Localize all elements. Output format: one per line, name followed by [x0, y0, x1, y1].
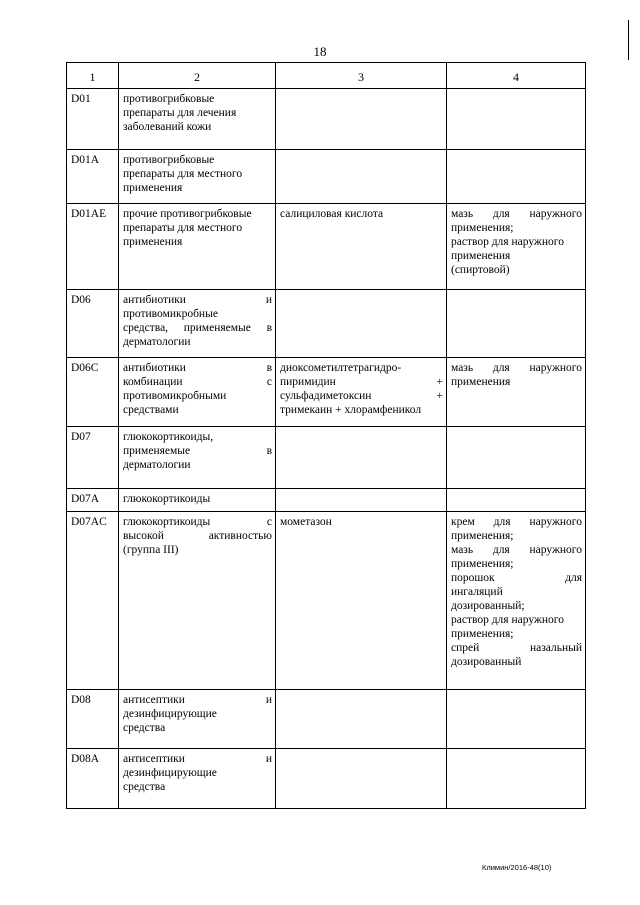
atc-code-cell: D08A [67, 749, 119, 809]
form-line: ингаляций [451, 586, 503, 598]
atc-code-cell: D08 [67, 690, 119, 749]
word: для [565, 572, 582, 584]
form-line: применения; [451, 558, 514, 570]
dosage-form-cell [447, 204, 586, 290]
desc-line: противомикробные [123, 308, 218, 320]
word: применяемые [123, 445, 191, 457]
desc-line: глюкокортикоиды [123, 493, 211, 505]
word: высокой [123, 530, 164, 542]
desc-line: (группа III) [123, 544, 179, 556]
word: для [492, 544, 510, 556]
desc-line: противогрибковые [123, 154, 215, 166]
desc-line [123, 693, 272, 707]
word: антисептики [123, 753, 185, 765]
word: порошок [451, 572, 495, 584]
atc-code-cell: D06 [67, 290, 119, 358]
form-line [451, 641, 582, 655]
word: наружного [529, 208, 582, 220]
table-row [67, 427, 586, 489]
form-line: применения [451, 250, 511, 262]
desc-line: средства [123, 781, 166, 793]
table-row [67, 204, 586, 290]
word: наружного [529, 516, 582, 528]
desc-line: средствами [123, 404, 179, 416]
word: + [436, 390, 443, 402]
atc-code-cell: D07AC [67, 512, 119, 690]
desc-line: препараты для лечения [123, 107, 237, 119]
desc-line [123, 361, 272, 375]
drug-name-cell [276, 427, 447, 489]
dosage-form-cell [447, 690, 586, 749]
desc-line [123, 752, 272, 766]
drug-line: салициловая кислота [280, 208, 384, 220]
word: в [266, 445, 272, 457]
form-line: (спиртовой) [451, 264, 510, 276]
word: для [492, 362, 510, 374]
drug-line [280, 389, 443, 403]
group-description-cell [119, 749, 276, 809]
drug-name-cell [276, 690, 447, 749]
drug-line: мометазон [280, 516, 332, 528]
desc-line [123, 293, 272, 307]
word: комбинации [123, 376, 183, 388]
form-line: дозированный [451, 656, 522, 668]
form-line: применения; [451, 628, 514, 640]
group-description-cell [119, 512, 276, 690]
table-body [67, 89, 586, 809]
word: + [436, 376, 443, 388]
word: антисептики [123, 694, 185, 706]
word: для [492, 208, 510, 220]
word: средства, [123, 322, 169, 334]
word: в [266, 322, 272, 334]
group-description-cell [119, 690, 276, 749]
dosage-form-cell [447, 489, 586, 512]
word: крем [451, 516, 475, 528]
group-description-cell [119, 204, 276, 290]
drug-name-cell [276, 150, 447, 204]
drug-name-cell [276, 489, 447, 512]
dosage-form-cell [447, 89, 586, 150]
word: назальный [529, 642, 582, 654]
form-line [451, 207, 582, 221]
desc-line: прочие противогрибковые [123, 208, 252, 220]
desc-line: препараты для местного [123, 168, 243, 180]
drug-name-cell [276, 512, 447, 690]
word: наружного [529, 544, 582, 556]
word: наружного [529, 362, 582, 374]
form-line: раствор для наружного [451, 236, 564, 248]
word: мазь [451, 544, 474, 556]
drug-name-cell [276, 358, 447, 427]
desc-line: дерматологии [123, 336, 191, 348]
word: антибиотики [123, 362, 186, 374]
group-description-cell [119, 290, 276, 358]
form-line [451, 571, 582, 585]
table-row [67, 690, 586, 749]
dosage-form-cell [447, 358, 586, 427]
group-description-cell [119, 358, 276, 427]
desc-line: дезинфицирующие [123, 708, 217, 720]
atc-code-cell: D01A [67, 150, 119, 204]
page-number: 18 [313, 44, 327, 59]
drug-line: тримекаин + хлорамфеникол [280, 404, 422, 416]
atc-code-cell: D01AE [67, 204, 119, 290]
drug-name-cell [276, 89, 447, 150]
desc-line [123, 444, 272, 458]
document-footer-code: Климин/2016-48(10) [482, 863, 552, 872]
desc-line [123, 321, 272, 335]
desc-line: дезинфицирующие [123, 767, 217, 779]
desc-line: препараты для местного [123, 222, 243, 234]
table-row [67, 749, 586, 809]
drug-name-cell [276, 204, 447, 290]
form-line [451, 543, 582, 557]
desc-line: глюкокортикоиды, [123, 431, 214, 443]
word: сульфадиметоксин [280, 390, 372, 402]
drug-line: диоксометилтетрагидро- [280, 362, 402, 374]
desc-line: применения [123, 236, 183, 248]
atc-code-cell: D07A [67, 489, 119, 512]
desc-line: дерматологии [123, 459, 191, 471]
drug-line [280, 375, 443, 389]
group-description-cell [119, 489, 276, 512]
table-row [67, 512, 586, 690]
dosage-form-cell [447, 290, 586, 358]
desc-line: заболеваний кожи [123, 121, 212, 133]
desc-line: применения [123, 182, 183, 194]
word: активностью [208, 530, 272, 542]
word: и [265, 753, 272, 765]
form-line: применения; [451, 222, 514, 234]
atc-code-cell: D06C [67, 358, 119, 427]
drug-name-cell [276, 749, 447, 809]
desc-line [123, 375, 272, 389]
form-line: дозированный; [451, 600, 525, 612]
table-row [67, 89, 586, 150]
form-line: применения; [451, 530, 514, 542]
table-row [67, 150, 586, 204]
form-line: раствор для наружного [451, 614, 564, 626]
word: в [266, 362, 272, 374]
word: с [266, 516, 272, 528]
drug-classification-table [66, 62, 586, 809]
table-row [67, 290, 586, 358]
word: и [265, 294, 272, 306]
desc-line: противомикробными [123, 390, 227, 402]
dosage-form-cell [447, 749, 586, 809]
header-col-3: 3 [276, 63, 447, 89]
word: с [266, 376, 272, 388]
word: мазь [451, 362, 474, 374]
header-col-1: 1 [67, 63, 119, 89]
form-line: применения [451, 376, 511, 388]
group-description-cell [119, 427, 276, 489]
word: мазь [451, 208, 474, 220]
atc-code-cell: D01 [67, 89, 119, 150]
drug-name-cell [276, 290, 447, 358]
desc-line: средства [123, 722, 166, 734]
word: пиримидин [280, 376, 336, 388]
form-line [451, 361, 582, 375]
table-row [67, 358, 586, 427]
dosage-form-cell [447, 512, 586, 690]
desc-line: противогрибковые [123, 93, 215, 105]
scan-edge-line [628, 20, 629, 60]
header-col-4: 4 [447, 63, 586, 89]
desc-line [123, 529, 272, 543]
word: спрей [451, 642, 480, 654]
word: для [493, 516, 511, 528]
word: и [265, 694, 272, 706]
form-line [451, 515, 582, 529]
word: применяемые [183, 322, 251, 334]
dosage-form-cell [447, 150, 586, 204]
table-row [67, 489, 586, 512]
word: глюкокортикоиды [123, 516, 211, 528]
group-description-cell [119, 89, 276, 150]
word: антибиотики [123, 294, 186, 306]
dosage-form-cell [447, 427, 586, 489]
atc-code-cell: D07 [67, 427, 119, 489]
group-description-cell [119, 150, 276, 204]
desc-line [123, 515, 272, 529]
table-header-row [67, 63, 586, 89]
header-col-2: 2 [119, 63, 276, 89]
